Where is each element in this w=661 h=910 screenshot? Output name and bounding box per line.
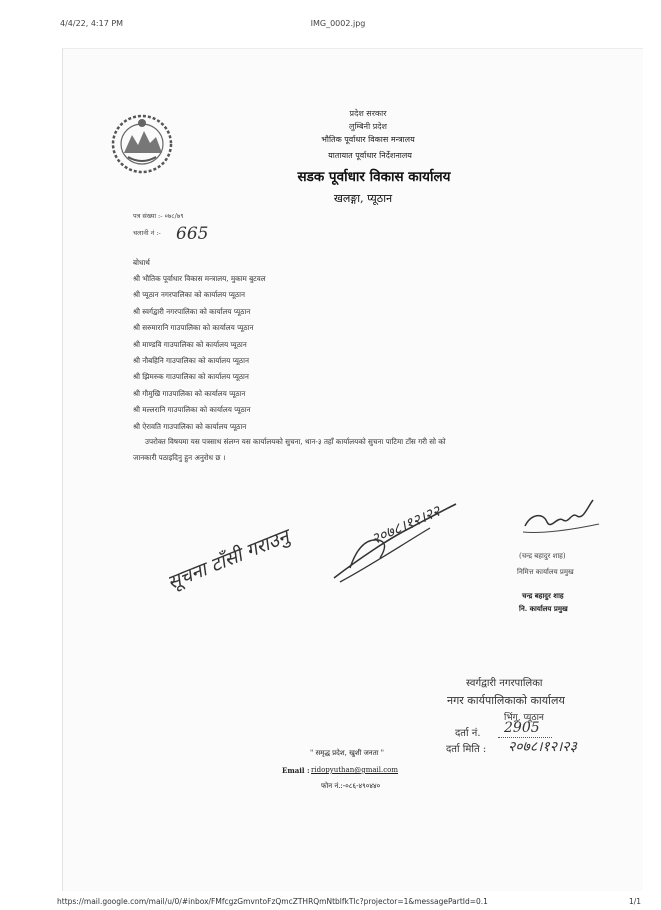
darta-number: 2905: [504, 720, 540, 736]
print-url: https://mail.google.com/mail/u/0/#inbox/FMfcgzGmvntoFzQmcZTHRQmNtblfkTlc?projector=1&messagePartId=0.1: [57, 897, 488, 906]
chalani-label: चलानी नं :-: [133, 229, 161, 237]
footer-phone: फोन नं.:-०८६-४९०४४०: [321, 782, 381, 790]
letterhead-line2: लुम्बिनी प्रदेश: [349, 122, 387, 131]
darta-date-label: दर्ता मिति :: [446, 744, 487, 755]
handwritten-note: सूचना टाँसी गराउनु: [164, 525, 293, 595]
body-line-2: जानकारी पठाइदिनु हुन अनुरोध छ ।: [133, 453, 226, 462]
stamp-place: भिंगु, प्यूठान: [504, 713, 544, 723]
letterhead-line1: प्रदेश सरकार: [349, 109, 387, 118]
patra-sankhya: पत्र संख्या :- ०७८/७९: [133, 212, 184, 220]
darta-date: २०७८।१२।२३: [508, 739, 577, 755]
signatory-title: निमित्त कार्यालय प्रमुख: [517, 568, 574, 576]
signatory-name: (चन्द्र बहादुर शाह): [519, 552, 566, 560]
nepal-emblem-icon: [110, 113, 174, 175]
address-line: श्री सरुमारानि गाउपालिका को कार्यालय प्यूठान: [133, 323, 254, 333]
letterhead-directorate: यातायात पूर्वाधार निर्देशनालय: [328, 151, 412, 160]
letterhead-ministry: भौतिक पूर्वाधार विकास मन्त्रालय: [321, 135, 415, 144]
footer-email-link[interactable]: ridopyuthan@gmail.com: [311, 766, 398, 774]
office-title: सडक पूर्वाधार विकास कार्यालय: [297, 169, 451, 185]
address-heading: बोधार्थ: [133, 258, 150, 267]
address-line: श्री ऐरावति गाउपालिका को कार्यालय प्यूठान: [133, 421, 247, 431]
address-list: [133, 274, 266, 438]
address-line: श्री नौबहिनि गाउपालिका को कार्यालय प्यूठान: [133, 355, 249, 365]
darta-label: दर्ता नं.: [455, 728, 481, 739]
print-page-number: 1/1: [629, 897, 642, 906]
stamp-org: स्वर्गद्वारी नगरपालिका: [466, 678, 543, 689]
address-line: श्री प्यूठान नगरपालिका को कार्यालय प्यूठान: [133, 290, 245, 300]
address-line: श्री माण्डवि गाउपालिका को कार्यालय प्यूठान: [133, 339, 247, 349]
print-datetime: 4/4/22, 4:17 PM: [60, 19, 124, 28]
address-line: श्री भौतिक पूर्वाधार विकास मन्त्रालय, मुकाम बुटवल: [133, 274, 266, 283]
address-line: श्री झिमरुक गाउपालिका को कार्यालय प्यूठान: [133, 372, 249, 382]
body-line-1: उपरोक्त विषयमा यस पत्रसाथ संलग्न यस कार्यालयको सुचना, थान-३ तहाँ कार्यालयको सुचना पाटिमा टाँस गरी सो को: [145, 437, 446, 446]
office-place: खलङ्गा, प्यूठान: [333, 192, 393, 205]
footer-slogan: " समृद्ध प्रदेश, खुशी जनता ": [310, 749, 384, 757]
address-line: श्री मल्लरानि गाउपालिका को कार्यालय प्यूठान: [133, 405, 251, 415]
signatory-stamp-title: नि. कार्यालय प्रमुख: [519, 604, 568, 613]
address-line: श्री स्वर्गद्वारी नगरपालिका को कार्यालय प्यूठान: [133, 306, 251, 316]
official-signature-icon: [521, 494, 601, 540]
chalani-number: 665: [176, 224, 209, 244]
footer-email-label: Email :: [282, 766, 310, 775]
print-filename: IMG_0002.jpg: [310, 19, 366, 28]
signatory-stamp-name: चन्द्र बहादुर शाह: [522, 591, 564, 600]
stamp-office: नगर कार्यपालिकाको कार्यालय: [447, 694, 565, 707]
handwritten-date: २०७८।१२।२२: [368, 501, 444, 549]
address-line: श्री गौमुखि गाउपालिका को कार्यालय प्यूठान: [133, 388, 246, 398]
